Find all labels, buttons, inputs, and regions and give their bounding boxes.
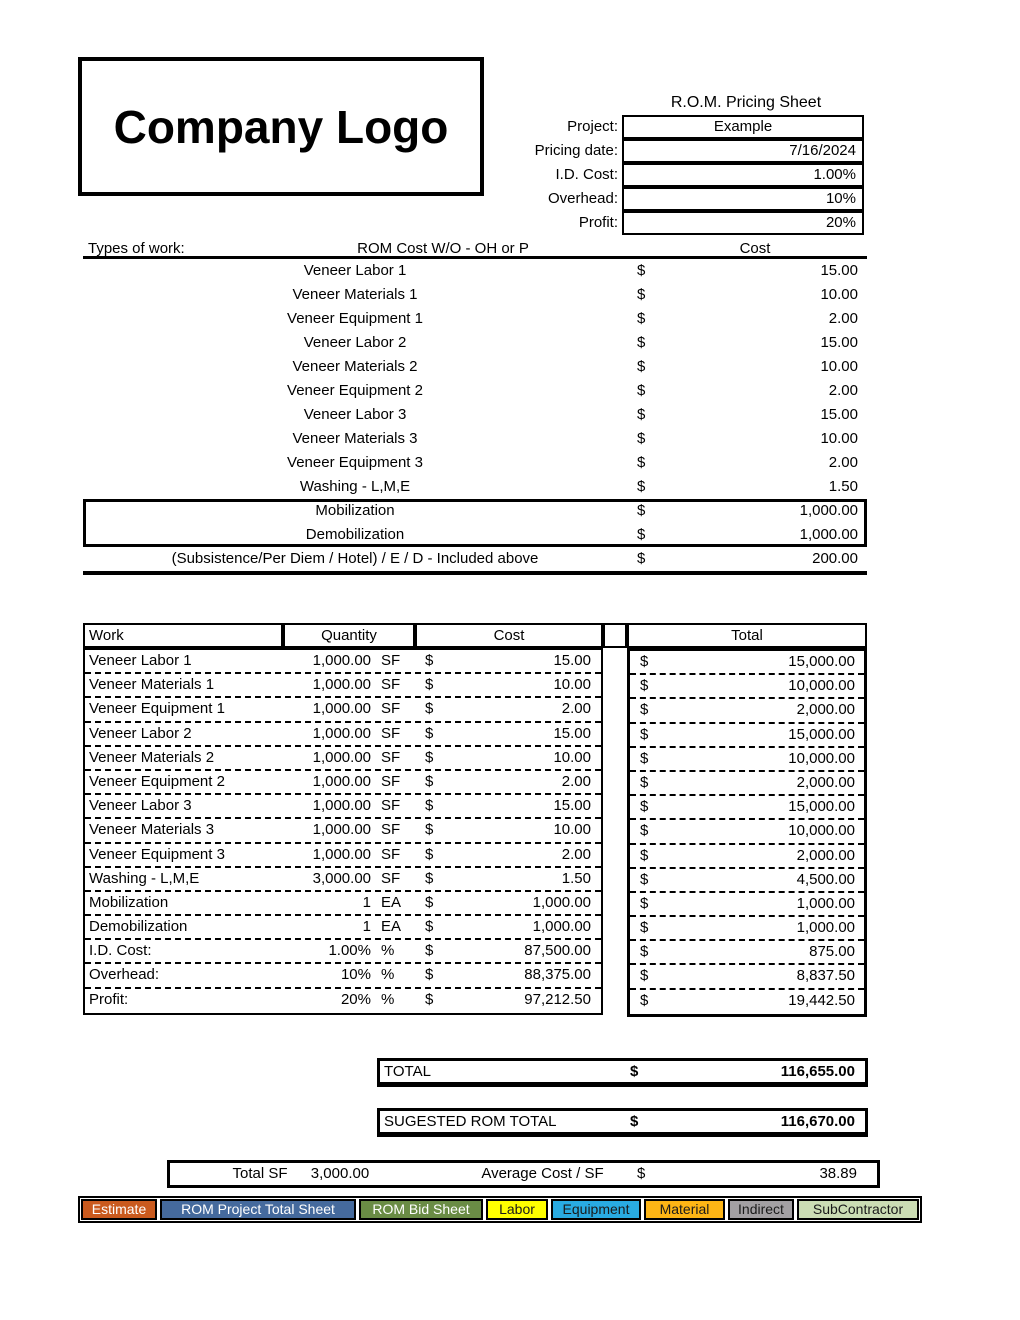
- quantity-cell[interactable]: 10%: [340, 966, 371, 984]
- currency-symbol: $: [425, 990, 434, 1008]
- currency-symbol: $: [640, 653, 649, 670]
- total-sf-label: Total SF: [232, 1165, 288, 1182]
- field-value-cell[interactable]: 20%: [622, 211, 864, 235]
- unit-cell[interactable]: %: [381, 942, 395, 960]
- quantity-cell[interactable]: 1.00%: [328, 942, 371, 960]
- currency-symbol: $: [637, 550, 646, 567]
- work-table-total-row: [630, 869, 864, 893]
- total-value: 116,655.00: [780, 1063, 855, 1080]
- work-table-total-row: [630, 893, 864, 917]
- total-cell[interactable]: 8,837.50: [796, 967, 855, 985]
- quantity-cell[interactable]: 20%: [340, 990, 371, 1008]
- work-table-total-row: [630, 965, 864, 989]
- work-table-row: [85, 989, 601, 1013]
- quantity-cell[interactable]: 1,000.00: [312, 845, 371, 863]
- currency-symbol: $: [640, 677, 649, 695]
- unit-cost-cell[interactable]: 1,000.00: [532, 918, 591, 936]
- field-label: Project:: [567, 118, 618, 135]
- col-types-of-work: Types of work:: [88, 240, 185, 257]
- currency-symbol: $: [637, 478, 646, 495]
- cost-amount: 1,000.00: [799, 526, 858, 543]
- work-type-cell[interactable]: Veneer Equipment 2: [287, 382, 423, 399]
- rom-cost-table: [83, 240, 867, 575]
- quantity-cell[interactable]: 1,000.00: [312, 676, 371, 694]
- field-value-cell[interactable]: 10%: [622, 187, 864, 211]
- col-work: Work: [83, 623, 283, 648]
- header-field-row: [180, 187, 867, 211]
- cost-amount: 15.00: [820, 334, 858, 351]
- unit-cost-cell[interactable]: 10.00: [553, 676, 591, 694]
- currency-symbol: $: [640, 798, 649, 816]
- header-field-row: [180, 211, 867, 235]
- cost-amount: 2.00: [828, 382, 858, 399]
- sheet-tab-bar: [78, 1196, 922, 1223]
- total-cell[interactable]: 2,000.00: [796, 846, 855, 864]
- cost-cell[interactable]: [627, 475, 867, 499]
- work-table-row: [85, 844, 601, 868]
- work-table-total-row: [630, 845, 864, 869]
- currency-symbol: $: [425, 724, 434, 742]
- unit-cell[interactable]: EA: [381, 893, 402, 911]
- quantity-cell[interactable]: 1,000.00: [312, 652, 371, 669]
- cost-cell[interactable]: [627, 427, 867, 451]
- work-cell[interactable]: Mobilization: [89, 893, 169, 911]
- unit-cost-cell[interactable]: 10.00: [553, 821, 591, 839]
- work-table-total-row: [630, 748, 864, 772]
- unit-cell[interactable]: SF: [381, 724, 401, 742]
- col-unit-cost: Cost: [415, 623, 603, 648]
- unit-cost-cell[interactable]: 97,212.50: [524, 990, 591, 1008]
- suggested-rom-total-label: SUGESTED ROM TOTAL: [384, 1113, 557, 1130]
- work-table-row: [85, 747, 601, 771]
- work-cell[interactable]: Veneer Equipment 2: [89, 772, 225, 790]
- unit-cell[interactable]: SF: [381, 869, 401, 887]
- rom-table-row: [83, 283, 867, 307]
- unit-cell[interactable]: SF: [381, 700, 401, 718]
- quantity-cell[interactable]: 1: [362, 918, 371, 936]
- field-label: Pricing date:: [534, 142, 618, 159]
- work-table-header: [83, 623, 867, 648]
- work-table-total-block: [627, 648, 867, 1017]
- cost-amount: 2.00: [828, 310, 858, 327]
- field-value-cell[interactable]: Example: [622, 115, 864, 139]
- cost-amount: 200.00: [812, 550, 858, 567]
- unit-cell[interactable]: EA: [381, 918, 402, 936]
- unit-cost-cell[interactable]: 15.00: [553, 797, 591, 815]
- header-field-row: [180, 139, 867, 163]
- sheet-tab[interactable]: Material: [644, 1199, 725, 1220]
- total-cell[interactable]: 15,000.00: [788, 653, 855, 670]
- work-table-row: [85, 650, 601, 674]
- work-type-cell[interactable]: (Subsistence/Per Diem / Hotel) / E / D - Included above: [171, 550, 539, 567]
- unit-cell[interactable]: SF: [381, 845, 401, 863]
- currency-symbol: $: [640, 773, 649, 791]
- currency-symbol: $: [637, 382, 646, 399]
- work-type-cell[interactable]: Veneer Materials 1: [292, 286, 418, 303]
- cost-cell[interactable]: [627, 259, 867, 283]
- quantity-cell[interactable]: 1,000.00: [312, 748, 371, 766]
- currency-symbol: $: [640, 846, 649, 864]
- sheet-tab[interactable]: Indirect: [728, 1199, 794, 1220]
- cost-amount: 2.00: [828, 454, 858, 471]
- unit-cost-cell[interactable]: 2.00: [561, 700, 591, 718]
- work-table-row: [85, 698, 601, 722]
- summary-row[interactable]: [167, 1160, 880, 1188]
- unit-cell[interactable]: SF: [381, 821, 401, 839]
- unit-cost-cell[interactable]: 2.00: [561, 845, 591, 863]
- rom-table-row: [83, 451, 867, 475]
- currency-symbol: $: [425, 797, 434, 815]
- total-label: TOTAL: [384, 1063, 431, 1080]
- currency-symbol: $: [425, 748, 434, 766]
- currency-symbol: $: [425, 821, 434, 839]
- unit-cell[interactable]: %: [381, 990, 395, 1008]
- quantity-cell[interactable]: 1,000.00: [312, 724, 371, 742]
- currency-symbol: $: [640, 991, 649, 1009]
- suggested-rom-total-row[interactable]: [377, 1108, 868, 1137]
- work-cell[interactable]: Washing - L,M,E: [89, 869, 200, 887]
- unit-cell[interactable]: %: [381, 966, 395, 984]
- unit-cell[interactable]: SF: [381, 652, 401, 669]
- currency-symbol: $: [425, 700, 434, 718]
- rom-cost-table-header: [83, 240, 867, 259]
- total-cell[interactable]: 4,500.00: [796, 870, 855, 888]
- cost-cell[interactable]: [627, 403, 867, 427]
- cost-cell[interactable]: [627, 523, 867, 547]
- quantity-cell[interactable]: 1,000.00: [312, 772, 371, 790]
- rom-table-row: [83, 475, 867, 499]
- total-cell[interactable]: 875.00: [809, 943, 855, 961]
- unit-cost-cell[interactable]: 15.00: [553, 652, 591, 669]
- work-type-cell[interactable]: Veneer Materials 3: [292, 430, 418, 447]
- work-cell[interactable]: Veneer Materials 2: [89, 748, 215, 766]
- currency-symbol: $: [630, 1063, 639, 1080]
- field-label: I.D. Cost:: [555, 166, 618, 183]
- total-sf-value: 3,000.00: [310, 1165, 370, 1182]
- rom-table-row: [83, 403, 867, 427]
- currency-symbol: $: [637, 1165, 646, 1182]
- sheet-title: R.O.M. Pricing Sheet: [670, 94, 822, 111]
- quantity-cell[interactable]: 1,000.00: [312, 821, 371, 839]
- field-label: Overhead:: [547, 190, 618, 207]
- currency-symbol: $: [637, 526, 646, 543]
- work-type-cell[interactable]: Veneer Equipment 3: [287, 454, 423, 471]
- rom-table-row: [83, 547, 867, 571]
- currency-symbol: $: [637, 310, 646, 327]
- work-table-total-row: [630, 917, 864, 941]
- currency-symbol: $: [630, 1113, 639, 1130]
- col-cost: Cost: [739, 240, 771, 257]
- currency-symbol: $: [637, 502, 646, 519]
- work-table-row: [85, 868, 601, 892]
- work-cell[interactable]: Veneer Labor 2: [89, 724, 192, 742]
- work-type-cell[interactable]: Veneer Materials 2: [292, 358, 418, 375]
- work-cell[interactable]: Demobilization: [89, 918, 188, 936]
- suggested-rom-total-value: 116,670.00: [780, 1113, 855, 1130]
- currency-symbol: $: [425, 869, 434, 887]
- unit-cost-cell[interactable]: 87,500.00: [524, 942, 591, 960]
- sheet-tab[interactable]: Estimate: [81, 1199, 157, 1220]
- header-field-row: [180, 115, 867, 139]
- cost-cell[interactable]: [627, 451, 867, 475]
- work-cell[interactable]: Veneer Materials 1: [89, 676, 215, 694]
- col-rom-cost: ROM Cost W/O - OH or P: [357, 240, 529, 257]
- work-table-total-row: [630, 941, 864, 965]
- col-spacer: [603, 623, 627, 648]
- total-cell[interactable]: 15,000.00: [788, 798, 855, 816]
- cost-amount: 15.00: [820, 406, 858, 423]
- currency-symbol: $: [640, 967, 649, 985]
- currency-symbol: $: [637, 262, 646, 279]
- unit-cost-cell[interactable]: 1.50: [561, 869, 591, 887]
- unit-cost-cell[interactable]: 1,000.00: [532, 893, 591, 911]
- cost-cell[interactable]: [627, 307, 867, 331]
- work-table-row: [85, 964, 601, 988]
- work-table-total-row: [630, 990, 864, 1014]
- rom-table-row: [83, 427, 867, 451]
- work-table-total-row: [630, 699, 864, 723]
- cost-cell[interactable]: [627, 379, 867, 403]
- currency-symbol: $: [425, 918, 434, 936]
- total-cell[interactable]: 1,000.00: [796, 894, 855, 912]
- currency-symbol: $: [640, 725, 649, 743]
- cost-amount: 1.50: [828, 478, 858, 495]
- currency-symbol: $: [640, 701, 649, 719]
- field-label: Profit:: [578, 214, 618, 231]
- rom-table-row: [83, 379, 867, 403]
- work-cell[interactable]: Veneer Equipment 3: [89, 845, 225, 863]
- work-table-row: [85, 795, 601, 819]
- rom-table-row: [83, 259, 867, 283]
- work-type-cell[interactable]: Veneer Labor 1: [303, 262, 407, 279]
- field-value-cell[interactable]: 1.00%: [622, 163, 864, 187]
- cost-cell[interactable]: [627, 355, 867, 379]
- quantity-cell[interactable]: 1: [362, 893, 371, 911]
- total-cell[interactable]: 10,000.00: [788, 749, 855, 767]
- currency-symbol: $: [637, 286, 646, 303]
- work-cell[interactable]: Overhead:: [89, 966, 160, 984]
- rom-table-row: [83, 523, 867, 547]
- rom-table-row: [83, 499, 867, 523]
- rom-table-row: [83, 355, 867, 379]
- work-type-cell[interactable]: Demobilization: [305, 526, 405, 543]
- work-table-row: [85, 771, 601, 795]
- total-cell[interactable]: 10,000.00: [788, 822, 855, 840]
- avg-cost-value: 38.89: [819, 1165, 857, 1182]
- sheet-tab[interactable]: ROM Project Total Sheet: [160, 1199, 356, 1220]
- total-cell[interactable]: 19,442.50: [788, 991, 855, 1009]
- cost-cell[interactable]: [627, 283, 867, 307]
- work-cell[interactable]: Profit:: [89, 990, 129, 1008]
- work-table-total-row: [630, 820, 864, 844]
- work-cell[interactable]: I.D. Cost:: [89, 942, 152, 960]
- currency-symbol: $: [640, 822, 649, 840]
- work-table-row: [85, 723, 601, 747]
- total-cell[interactable]: 15,000.00: [788, 725, 855, 743]
- sheet-tab[interactable]: SubContractor: [797, 1199, 919, 1220]
- cost-cell[interactable]: [627, 547, 867, 571]
- work-type-cell[interactable]: Mobilization: [315, 502, 395, 519]
- work-table-total-row: [630, 772, 864, 796]
- work-type-cell[interactable]: Veneer Equipment 1: [287, 310, 423, 327]
- work-cell[interactable]: Veneer Labor 1: [89, 652, 192, 669]
- work-cell[interactable]: Veneer Materials 3: [89, 821, 215, 839]
- currency-symbol: $: [425, 845, 434, 863]
- total-row[interactable]: [377, 1058, 868, 1087]
- work-type-cell[interactable]: Washing - L,M,E: [299, 478, 411, 495]
- cost-amount: 10.00: [820, 430, 858, 447]
- currency-symbol: $: [637, 334, 646, 351]
- total-cell[interactable]: 2,000.00: [796, 773, 855, 791]
- currency-symbol: $: [640, 943, 649, 961]
- work-table-left-block: [83, 648, 603, 1015]
- unit-cost-cell[interactable]: 88,375.00: [524, 966, 591, 984]
- work-table-total-row: [630, 675, 864, 699]
- total-cell[interactable]: 10,000.00: [788, 677, 855, 695]
- work-table-row: [85, 916, 601, 940]
- rom-cost-table-body: [83, 259, 867, 571]
- work-type-cell[interactable]: Veneer Labor 2: [303, 334, 407, 351]
- col-quantity: Quantity: [283, 623, 415, 648]
- rom-table-row: [83, 331, 867, 355]
- work-type-cell[interactable]: Veneer Labor 3: [303, 406, 407, 423]
- currency-symbol: $: [640, 870, 649, 888]
- currency-symbol: $: [425, 942, 434, 960]
- work-table-total-row: [630, 796, 864, 820]
- work-table-total-row: [630, 724, 864, 748]
- work-table-body: [83, 648, 867, 1017]
- currency-symbol: $: [425, 676, 434, 694]
- currency-symbol: $: [425, 893, 434, 911]
- currency-symbol: $: [637, 358, 646, 375]
- avg-cost-label: Average Cost / SF: [481, 1165, 604, 1182]
- work-cell[interactable]: Veneer Equipment 1: [89, 700, 225, 718]
- currency-symbol: $: [637, 406, 646, 423]
- total-cell[interactable]: 1,000.00: [796, 919, 855, 937]
- work-table: [83, 623, 867, 1017]
- currency-symbol: $: [425, 772, 434, 790]
- sheet-tab[interactable]: Equipment: [551, 1199, 641, 1220]
- cost-amount: 10.00: [820, 286, 858, 303]
- header-fields: [180, 115, 867, 235]
- currency-symbol: $: [425, 966, 434, 984]
- total-cell[interactable]: 2,000.00: [796, 701, 855, 719]
- cost-cell[interactable]: [627, 499, 867, 523]
- quantity-cell[interactable]: 1,000.00: [312, 700, 371, 718]
- unit-cost-cell[interactable]: 15.00: [553, 724, 591, 742]
- currency-symbol: $: [640, 894, 649, 912]
- work-table-row: [85, 674, 601, 698]
- cost-cell[interactable]: [627, 331, 867, 355]
- company-logo-text: Company Logo: [113, 100, 449, 153]
- work-table-row: [85, 892, 601, 916]
- work-table-total-row: [630, 651, 864, 675]
- currency-symbol: $: [640, 919, 649, 937]
- rom-table-row: [83, 307, 867, 331]
- currency-symbol: $: [637, 454, 646, 471]
- unit-cost-cell[interactable]: 10.00: [553, 748, 591, 766]
- currency-symbol: $: [640, 749, 649, 767]
- work-table-row: [85, 940, 601, 964]
- cost-amount: 1,000.00: [799, 502, 858, 519]
- quantity-cell[interactable]: 1,000.00: [312, 797, 371, 815]
- quantity-cell[interactable]: 3,000.00: [312, 869, 371, 887]
- unit-cost-cell[interactable]: 2.00: [561, 772, 591, 790]
- cost-amount: 10.00: [820, 358, 858, 375]
- unit-cell[interactable]: SF: [381, 676, 401, 694]
- unit-cell[interactable]: SF: [381, 797, 401, 815]
- sheet-tab[interactable]: Labor: [486, 1199, 548, 1220]
- unit-cell[interactable]: SF: [381, 748, 401, 766]
- cost-amount: 15.00: [820, 262, 858, 279]
- unit-cell[interactable]: SF: [381, 772, 401, 790]
- field-value-cell[interactable]: 7/16/2024: [622, 139, 864, 163]
- work-cell[interactable]: Veneer Labor 3: [89, 797, 192, 815]
- header-field-row: [180, 163, 867, 187]
- currency-symbol: $: [637, 430, 646, 447]
- work-table-row: [85, 819, 601, 843]
- currency-symbol: $: [425, 652, 434, 669]
- col-total: Total: [627, 623, 867, 648]
- sheet-tab[interactable]: ROM Bid Sheet: [359, 1199, 483, 1220]
